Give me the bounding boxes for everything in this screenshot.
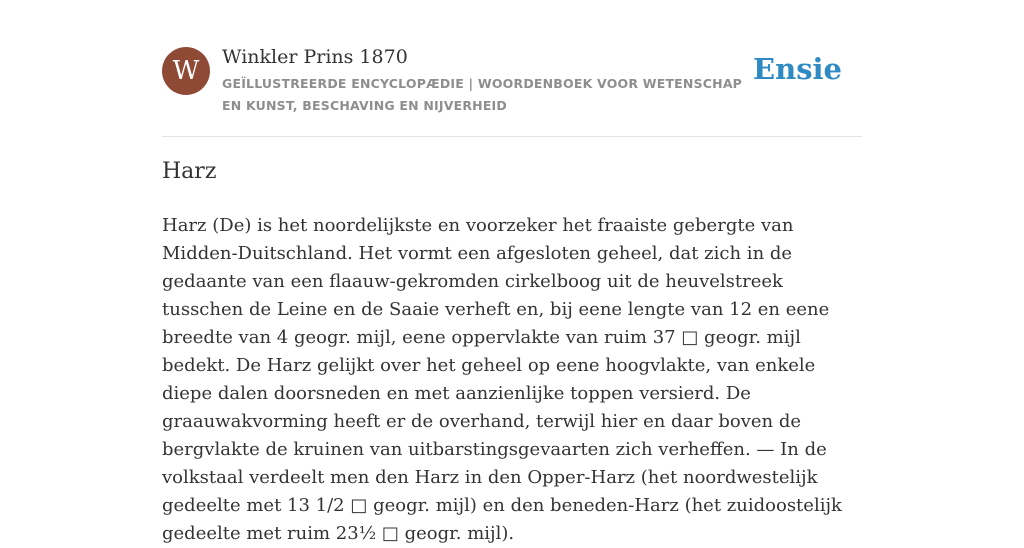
avatar[interactable]: W xyxy=(162,47,210,95)
brand-logo[interactable]: Ensie xyxy=(753,52,842,86)
article-body: Harz (De) is het noordelijkste en voorzeker het fraaiste gebergte van Midden-Duitschland. Het vormt een afgesloten geheel, dat zich in de gedaante van een flaauw-gekromden cirkelboog uit de heuvelstreek tusschen de Leine en de Saaie verheft en, bij eene lengte van 12 en eene breedte van 4 geogr. mijl, eene oppervlakte van ruim 37 □ geogr. mijl bedekt. De Harz gelijkt over het geheel op eene hoogvlakte, van enkele diepe dalen doorsneden en met aanzienlijke toppen versierd. De graauwakvorming heeft er de overhand, terwijl hier en daar boven de bergvlakte de kruinen van uitbarstingsgevaarten zich verheffen. — In de volkstaal verdeelt men den Harz in den Opper-Harz (het noordwestelijk gedeelte met 13 1/2 □ geogr. mijl) en den beneden-Harz (het zuidoostelijk gedeelte met ruim 23½ □ geogr. mijl). xyxy=(162,215,842,544)
article-title: Harz xyxy=(162,159,217,184)
source-subtitle: GEÏLLUSTREERDE ENCYCLOPÆDIE | WOORDENBOEK VOOR WETENSCHAP EN KUNST, BESCHAVING EN NIJVERHEID xyxy=(222,76,743,113)
source-title[interactable]: Winkler Prins 1870 xyxy=(222,46,408,68)
source-header xyxy=(162,44,862,137)
